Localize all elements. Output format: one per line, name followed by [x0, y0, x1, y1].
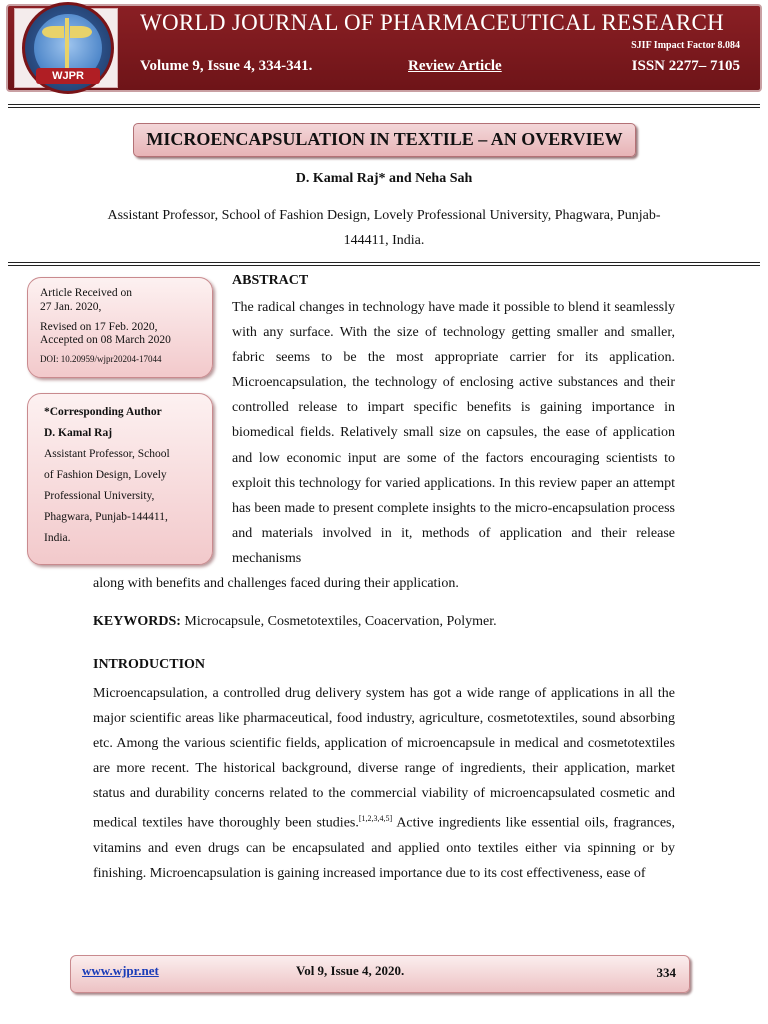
- page-number: 334: [656, 965, 676, 980]
- caduceus-staff-icon: [65, 18, 69, 74]
- caduceus-wing-icon: [42, 26, 64, 38]
- corresponding-address-line: of Fashion Design, Lovely: [44, 469, 167, 481]
- paper-affiliation: Assistant Professor, School of Fashion Design, Lovely Professional University, Phagwara, Punjab-144411, India.: [107, 208, 661, 248]
- keywords: [93, 614, 675, 630]
- corresponding-name: D. Kamal Raj: [44, 427, 113, 439]
- journal-url-link[interactable]: www.wjpr.net: [82, 963, 159, 978]
- corresponding-address-line: Phagwara, Punjab-144411,: [44, 511, 168, 523]
- corresponding-address-line: Professional University,: [44, 490, 155, 502]
- introduction-text: Microencapsulation, a controlled drug delivery system has got a wide range of applications in all the major scientific areas like pharmaceutical, food industry, agriculture, cosmetotextiles, sound absorbing etc. Among the various scientific fields, application of microencapsule in medical and cosmetotextiles are more recent. The historical background, diverse range of ingredients, their application, market status and durability concerns related to the commercial viability of microencapsulated cosmetic and medical textiles have thoroughly been studies.: [93, 686, 675, 832]
- received-date: 27 Jan. 2020,: [40, 301, 102, 313]
- section-divider: [8, 265, 760, 266]
- corresponding-label: *Corresponding Author: [44, 406, 162, 418]
- corresponding-address-line: India.: [44, 532, 71, 544]
- header-divider: [8, 104, 760, 105]
- keywords-label: KEYWORDS:: [93, 614, 181, 629]
- abstract-heading: ABSTRACT: [232, 273, 309, 288]
- footer-volume: Vol 9, Issue 4, 2020.: [296, 963, 405, 978]
- abstract-body: The radical changes in technology have made it possible to blend it seamlessly with any surface. With the size of technology getting smaller and smaller, fabric seems to be the most appropriate carrier for its application. Microencapsulation, the technology of enclosing active substances and their controlled release to impart specific benefits is gaining importance in biomedical fields. Relatively small size on capsules, the ease of application and low economic input are some of the factors encouraging scientists to exploit this technology for varied applications. In this review paper an attempt has been made to present complete insights to the micro-encapsulation process and materials involved in it, methods of application and their release mechanisms: [232, 300, 675, 566]
- keywords-text: Microcapsule, Cosmetotextiles, Coacervation, Polymer.: [184, 614, 497, 629]
- article-type-link[interactable]: Review Article: [408, 58, 502, 74]
- abstract-tail: along with benefits and challenges faced during their application.: [93, 576, 459, 591]
- logo-text: WJPR: [36, 68, 100, 84]
- volume-info: Volume 9, Issue 4, 334-341.: [140, 58, 313, 74]
- introduction-body: [93, 681, 675, 886]
- issn: ISSN 2277– 7105: [631, 58, 740, 74]
- paper-authors: D. Kamal Raj* and Neha Sah: [295, 171, 473, 186]
- accepted-date: Accepted on 08 March 2020: [40, 334, 171, 346]
- citation-ref[interactable]: [1,2,3,4,5]: [358, 814, 393, 824]
- revised-date: Revised on 17 Feb. 2020,: [40, 321, 158, 333]
- paper-title: MICROENCAPSULATION IN TEXTILE – AN OVERVIEW: [146, 129, 623, 149]
- header-divider: [8, 107, 760, 108]
- section-divider: [8, 262, 760, 263]
- received-label: Article Received on: [40, 287, 132, 299]
- doi: DOI: 10.20959/wjpr20204-17044: [40, 354, 162, 364]
- impact-factor: SJIF Impact Factor 8.084: [631, 40, 740, 51]
- corresponding-address-line: Assistant Professor, School: [44, 448, 170, 460]
- journal-title: WORLD JOURNAL OF PHARMACEUTICAL RESEARCH: [140, 10, 725, 35]
- introduction-heading: INTRODUCTION: [93, 657, 206, 672]
- caduceus-wing-icon: [70, 26, 92, 38]
- introduction-text: Active ingredients like essential oils, fragrances, vitamins and even drugs can be encapsulated and applied onto textiles either via spinning or by finishing. Microencapsulation is gaining increased importance due to its cost effectiveness, ease of: [93, 816, 675, 882]
